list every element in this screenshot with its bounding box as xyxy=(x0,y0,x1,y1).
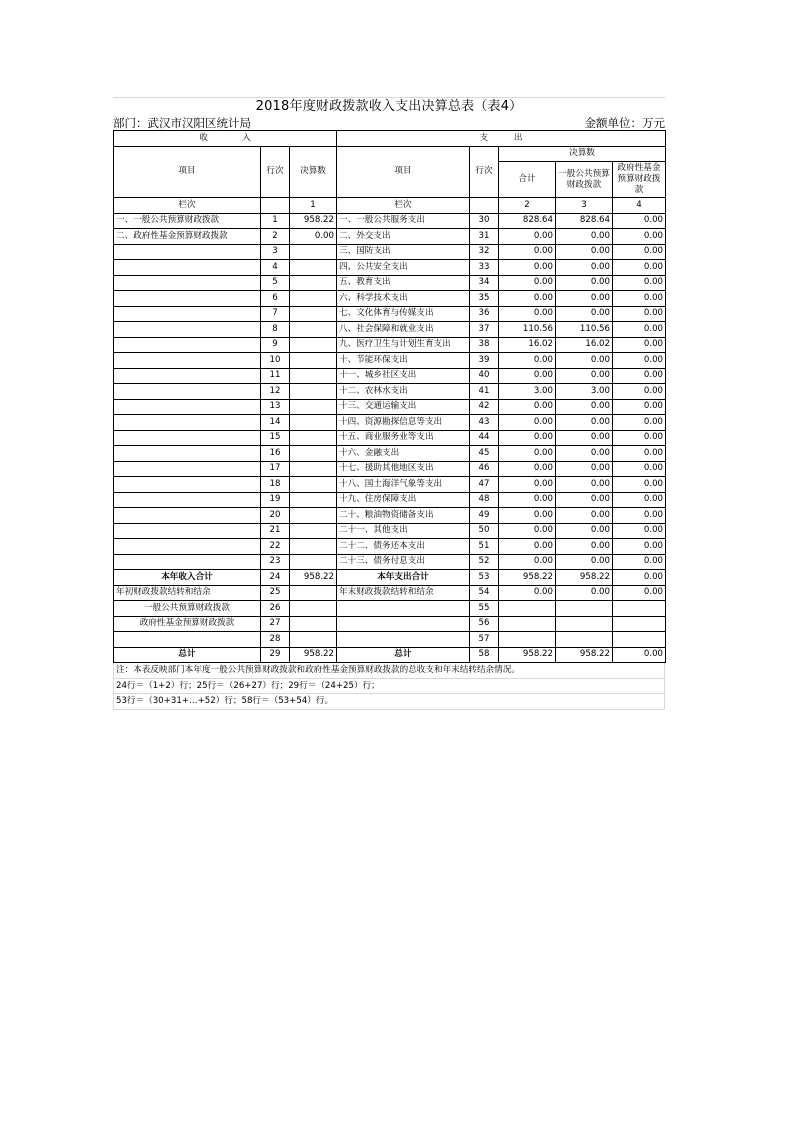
expense-total-cell xyxy=(499,616,556,632)
expense-item-cell: 十、节能环保支出 xyxy=(337,353,470,369)
expense-summary-item-cell xyxy=(337,632,470,648)
expense-rowno-cell: 44 xyxy=(470,430,499,446)
income-item-cell xyxy=(114,508,261,524)
income-item-cell xyxy=(114,430,261,446)
expense-total-cell: 0.00 xyxy=(499,291,556,307)
expense-fund-cell: 0.00 xyxy=(613,523,666,539)
expense-fund-cell: 0.00 xyxy=(613,492,666,508)
expense-general-cell xyxy=(556,601,613,617)
expense-item-cell: 十六、金融支出 xyxy=(337,446,470,462)
expense-fund-cell: 0.00 xyxy=(613,213,666,229)
income-amount-cell xyxy=(290,461,337,477)
income-amount-cell xyxy=(290,384,337,400)
expense-fund-cell: 0.00 xyxy=(613,508,666,524)
income-rowno-cell: 28 xyxy=(261,632,290,648)
income-item-cell xyxy=(114,539,261,555)
expense-rowno-cell: 54 xyxy=(470,585,499,601)
expense-summary-item-cell: 年末财政拨款结转和结余 xyxy=(337,585,470,601)
note-line: 53行＝（30+31+…+52）行；58行＝（53+54）行。 xyxy=(114,694,664,710)
expense-total-cell: 828.64 xyxy=(499,213,556,229)
income-item-cell xyxy=(114,399,261,415)
expense-rowno-cell: 39 xyxy=(470,353,499,369)
expense-total-cell: 0.00 xyxy=(499,492,556,508)
expense-rowno-cell: 46 xyxy=(470,461,499,477)
expense-summary-item-cell: 本年支出合计 xyxy=(337,570,470,586)
income-amount-cell xyxy=(290,446,337,462)
report-sheet xyxy=(113,97,665,710)
income-item-cell xyxy=(114,322,261,338)
expense-item-cell: 三、国防支出 xyxy=(337,244,470,260)
income-amount-cell: 958.22 xyxy=(290,213,337,229)
income-amount-cell xyxy=(290,601,337,617)
income-item-cell xyxy=(114,275,261,291)
summary-row xyxy=(114,570,666,586)
expense-item-cell: 二十三、债务付息支出 xyxy=(337,554,470,570)
expense-item-cell: 十八、国土海洋气象等支出 xyxy=(337,477,470,493)
expense-general-cell: 0.00 xyxy=(556,306,613,322)
expense-total-cell: 0.00 xyxy=(499,523,556,539)
expense-rowno-cell: 58 xyxy=(470,647,499,663)
expense-rowno-cell: 52 xyxy=(470,554,499,570)
department-label: 部门：武汉市汉阳区统计局 xyxy=(113,116,251,130)
expense-rowno-header: 行次 xyxy=(470,146,499,198)
finance-table xyxy=(113,130,666,663)
expense-total-cell: 0.00 xyxy=(499,399,556,415)
income-amount-cell xyxy=(290,353,337,369)
income-item-cell xyxy=(114,384,261,400)
income-rowno-cell: 8 xyxy=(261,322,290,338)
expense-general-cell: 0.00 xyxy=(556,275,613,291)
income-amount-cell xyxy=(290,523,337,539)
expense-item-cell: 十二、农林水支出 xyxy=(337,384,470,400)
expense-general-cell: 0.00 xyxy=(556,492,613,508)
income-amount-cell xyxy=(290,260,337,276)
expense-item-cell: 四、公共安全支出 xyxy=(337,260,470,276)
expense-rowno-cell: 45 xyxy=(470,446,499,462)
expense-item-cell: 十三、交通运输支出 xyxy=(337,399,470,415)
table-row xyxy=(114,384,666,400)
expense-rowno-cell: 31 xyxy=(470,229,499,245)
expense-item-cell: 十一、城乡社区支出 xyxy=(337,368,470,384)
expense-amount-header: 决算数 xyxy=(499,146,666,162)
expense-total-cell: 0.00 xyxy=(499,539,556,555)
income-rowno-cell: 16 xyxy=(261,446,290,462)
expense-general-cell: 958.22 xyxy=(556,570,613,586)
table-row xyxy=(114,275,666,291)
expense-general-cell: 0.00 xyxy=(556,446,613,462)
expense-total-cell: 0.00 xyxy=(499,461,556,477)
income-rowno-cell: 3 xyxy=(261,244,290,260)
colno-label-income: 栏次 xyxy=(114,198,261,214)
colno-blank-2 xyxy=(470,198,499,214)
expense-rowno-cell: 37 xyxy=(470,322,499,338)
expense-general-cell: 16.02 xyxy=(556,337,613,353)
expense-total-cell: 0.00 xyxy=(499,275,556,291)
expense-item-cell: 一、一般公共服务支出 xyxy=(337,213,470,229)
income-item-cell xyxy=(114,523,261,539)
expense-fund-cell: 0.00 xyxy=(613,306,666,322)
table-row xyxy=(114,415,666,431)
expense-fund-cell xyxy=(613,632,666,648)
expense-general-cell: 0.00 xyxy=(556,260,613,276)
expense-total-cell: 16.02 xyxy=(499,337,556,353)
expense-summary-item-cell: 总计 xyxy=(337,647,470,663)
income-rowno-cell: 27 xyxy=(261,616,290,632)
expense-item-cell: 八、社会保障和就业支出 xyxy=(337,322,470,338)
meta-row xyxy=(113,116,665,130)
income-summary-item-cell xyxy=(114,632,261,648)
summary-row xyxy=(114,616,666,632)
income-item-cell xyxy=(114,244,261,260)
expense-item-cell: 二十、粮油物资储备支出 xyxy=(337,508,470,524)
table-row xyxy=(114,213,666,229)
expense-fund-cell xyxy=(613,601,666,617)
notes xyxy=(113,663,665,710)
expense-total-cell: 0.00 xyxy=(499,508,556,524)
income-rowno-cell: 24 xyxy=(261,570,290,586)
table-row xyxy=(114,477,666,493)
income-amount-cell xyxy=(290,415,337,431)
income-rowno-cell: 19 xyxy=(261,492,290,508)
expense-general-cell xyxy=(556,632,613,648)
income-item-cell: 二、政府性基金预算财政拨款 xyxy=(114,229,261,245)
table-row xyxy=(114,554,666,570)
expense-fund-cell xyxy=(613,616,666,632)
expense-general-cell: 0.00 xyxy=(556,508,613,524)
table-row xyxy=(114,508,666,524)
expense-fund-cell: 0.00 xyxy=(613,260,666,276)
income-amount-header: 决算数 xyxy=(290,146,337,198)
expense-general-cell: 110.56 xyxy=(556,322,613,338)
income-amount-cell xyxy=(290,492,337,508)
expense-fund-cell: 0.00 xyxy=(613,337,666,353)
income-amount-cell: 0.00 xyxy=(290,229,337,245)
expense-fund-cell: 0.00 xyxy=(613,229,666,245)
expense-total-cell: 0.00 xyxy=(499,477,556,493)
income-item-cell xyxy=(114,477,261,493)
expense-rowno-cell: 40 xyxy=(470,368,499,384)
table-row xyxy=(114,430,666,446)
expense-item-cell: 十九、住房保障支出 xyxy=(337,492,470,508)
expense-fund-cell: 0.00 xyxy=(613,430,666,446)
income-amount-cell xyxy=(290,632,337,648)
expense-general-cell: 0.00 xyxy=(556,244,613,260)
expense-fund-cell: 0.00 xyxy=(613,353,666,369)
expense-total-cell: 3.00 xyxy=(499,384,556,400)
expense-item-cell: 九、医疗卫生与计划生育支出 xyxy=(337,337,470,353)
expense-rowno-cell: 42 xyxy=(470,399,499,415)
income-amount-cell xyxy=(290,322,337,338)
expense-fund-cell: 0.00 xyxy=(613,368,666,384)
income-rowno-cell: 4 xyxy=(261,260,290,276)
expense-total-cell: 0.00 xyxy=(499,244,556,260)
income-amount-cell xyxy=(290,368,337,384)
expense-fund-cell: 0.00 xyxy=(613,461,666,477)
income-rowno-cell: 20 xyxy=(261,508,290,524)
unit-label: 金额单位：万元 xyxy=(584,116,665,130)
table-row xyxy=(114,461,666,477)
colno-blank xyxy=(261,198,290,214)
expense-item-cell: 二十一、其他支出 xyxy=(337,523,470,539)
expense-rowno-cell: 50 xyxy=(470,523,499,539)
expense-rowno-cell: 38 xyxy=(470,337,499,353)
table-row xyxy=(114,368,666,384)
income-rowno-cell: 25 xyxy=(261,585,290,601)
expense-summary-item-cell xyxy=(337,601,470,617)
income-item-cell xyxy=(114,461,261,477)
income-rowno-cell: 5 xyxy=(261,275,290,291)
expense-general-cell xyxy=(556,616,613,632)
expense-rowno-cell: 36 xyxy=(470,306,499,322)
expense-rowno-cell: 49 xyxy=(470,508,499,524)
expense-summary-item-cell xyxy=(337,616,470,632)
income-rowno-cell: 13 xyxy=(261,399,290,415)
expense-total-cell: 0.00 xyxy=(499,554,556,570)
expense-fund-cell: 0.00 xyxy=(613,570,666,586)
income-item-cell xyxy=(114,353,261,369)
income-amount-cell xyxy=(290,291,337,307)
income-rowno-cell: 6 xyxy=(261,291,290,307)
expense-fund-cell: 0.00 xyxy=(613,446,666,462)
income-amount-cell xyxy=(290,539,337,555)
expense-general-cell: 0.00 xyxy=(556,353,613,369)
expense-rowno-cell: 53 xyxy=(470,570,499,586)
expense-item-cell: 十五、商业服务业等支出 xyxy=(337,430,470,446)
income-item-header: 项目 xyxy=(114,146,261,198)
expense-general-cell: 0.00 xyxy=(556,291,613,307)
expense-general-cell: 0.00 xyxy=(556,585,613,601)
income-rowno-cell: 1 xyxy=(261,213,290,229)
income-amount-cell xyxy=(290,477,337,493)
table-row xyxy=(114,260,666,276)
expense-general-cell: 0.00 xyxy=(556,477,613,493)
expense-total-cell: 0.00 xyxy=(499,353,556,369)
expense-header: 支 出 xyxy=(337,131,666,147)
expense-total-cell xyxy=(499,601,556,617)
income-rowno-cell: 12 xyxy=(261,384,290,400)
income-amount-cell: 958.22 xyxy=(290,570,337,586)
expense-general-cell: 0.00 xyxy=(556,430,613,446)
income-amount-cell: 958.22 xyxy=(290,647,337,663)
expense-fund-cell: 0.00 xyxy=(613,244,666,260)
expense-fund-cell: 0.00 xyxy=(613,554,666,570)
income-item-cell xyxy=(114,368,261,384)
expense-rowno-cell: 47 xyxy=(470,477,499,493)
table-row xyxy=(114,399,666,415)
summary-row xyxy=(114,647,666,663)
table-row xyxy=(114,291,666,307)
income-amount-cell xyxy=(290,399,337,415)
income-summary-item-cell: 年初财政拨款结转和结余 xyxy=(114,585,261,601)
expense-fund-cell: 0.00 xyxy=(613,322,666,338)
note-line: 注：本表反映部门本年度一般公共预算财政拨款和政府性基金预算财政拨款的总收支和年末结转结余情况。 xyxy=(114,663,664,679)
expense-rowno-cell: 41 xyxy=(470,384,499,400)
expense-general-cell: 3.00 xyxy=(556,384,613,400)
income-rowno-cell: 14 xyxy=(261,415,290,431)
table-row xyxy=(114,306,666,322)
table-row xyxy=(114,229,666,245)
expense-item-cell: 十七、援助其他地区支出 xyxy=(337,461,470,477)
income-item-cell xyxy=(114,337,261,353)
table-row xyxy=(114,523,666,539)
general-budget-header: 一般公共预算财政拨款 xyxy=(556,162,613,198)
expense-rowno-cell: 55 xyxy=(470,601,499,617)
income-header: 收 入 xyxy=(114,131,337,147)
gov-fund-header: 政府性基金预算财政拨款 xyxy=(613,162,666,198)
expense-rowno-cell: 35 xyxy=(470,291,499,307)
income-item-cell xyxy=(114,291,261,307)
colno-4: 4 xyxy=(613,198,666,214)
expense-item-cell: 十四、资源勘探信息等支出 xyxy=(337,415,470,431)
table-row xyxy=(114,244,666,260)
expense-total-cell: 110.56 xyxy=(499,322,556,338)
income-amount-cell xyxy=(290,508,337,524)
expense-rowno-cell: 32 xyxy=(470,244,499,260)
income-amount-cell xyxy=(290,616,337,632)
expense-item-cell: 六、科学技术支出 xyxy=(337,291,470,307)
expense-rowno-cell: 56 xyxy=(470,616,499,632)
summary-row xyxy=(114,601,666,617)
expense-total-cell: 958.22 xyxy=(499,570,556,586)
table-row xyxy=(114,337,666,353)
income-rowno-cell: 18 xyxy=(261,477,290,493)
colno-2: 2 xyxy=(499,198,556,214)
expense-general-cell: 828.64 xyxy=(556,213,613,229)
expense-rowno-cell: 33 xyxy=(470,260,499,276)
income-rowno-cell: 7 xyxy=(261,306,290,322)
expense-fund-cell: 0.00 xyxy=(613,647,666,663)
income-amount-cell xyxy=(290,306,337,322)
expense-total-cell: 0.00 xyxy=(499,415,556,431)
income-amount-cell xyxy=(290,430,337,446)
total-header: 合计 xyxy=(499,162,556,198)
income-rowno-cell: 11 xyxy=(261,368,290,384)
income-item-cell xyxy=(114,306,261,322)
income-summary-item-cell: 一般公共预算财政拨款 xyxy=(114,601,261,617)
table-row xyxy=(114,353,666,369)
expense-general-cell: 0.00 xyxy=(556,415,613,431)
expense-total-cell: 0.00 xyxy=(499,306,556,322)
income-amount-cell xyxy=(290,275,337,291)
income-rowno-cell: 10 xyxy=(261,353,290,369)
colno-3: 3 xyxy=(556,198,613,214)
income-rowno-cell: 15 xyxy=(261,430,290,446)
expense-total-cell: 0.00 xyxy=(499,368,556,384)
expense-item-cell: 七、文化体育与传媒支出 xyxy=(337,306,470,322)
expense-rowno-cell: 43 xyxy=(470,415,499,431)
income-rowno-cell: 17 xyxy=(261,461,290,477)
income-amount-cell xyxy=(290,337,337,353)
expense-fund-cell: 0.00 xyxy=(613,399,666,415)
table-row xyxy=(114,322,666,338)
colno-label-expense: 栏次 xyxy=(337,198,470,214)
expense-rowno-cell: 30 xyxy=(470,213,499,229)
expense-general-cell: 0.00 xyxy=(556,523,613,539)
income-item-cell xyxy=(114,492,261,508)
expense-item-cell: 五、教育支出 xyxy=(337,275,470,291)
colno-1: 1 xyxy=(290,198,337,214)
expense-fund-cell: 0.00 xyxy=(613,275,666,291)
income-rowno-cell: 26 xyxy=(261,601,290,617)
expense-rowno-cell: 57 xyxy=(470,632,499,648)
income-rowno-cell: 29 xyxy=(261,647,290,663)
income-item-cell xyxy=(114,446,261,462)
expense-fund-cell: 0.00 xyxy=(613,415,666,431)
expense-total-cell: 0.00 xyxy=(499,260,556,276)
expense-general-cell: 0.00 xyxy=(556,229,613,245)
income-item-cell xyxy=(114,260,261,276)
expense-total-cell: 0.00 xyxy=(499,585,556,601)
expense-general-cell: 0.00 xyxy=(556,368,613,384)
expense-item-header: 项目 xyxy=(337,146,470,198)
income-rowno-cell: 22 xyxy=(261,539,290,555)
expense-fund-cell: 0.00 xyxy=(613,477,666,493)
expense-fund-cell: 0.00 xyxy=(613,539,666,555)
income-rowno-cell: 21 xyxy=(261,523,290,539)
income-rowno-cell: 9 xyxy=(261,337,290,353)
income-amount-cell xyxy=(290,585,337,601)
expense-total-cell: 0.00 xyxy=(499,229,556,245)
expense-rowno-cell: 51 xyxy=(470,539,499,555)
income-item-cell xyxy=(114,554,261,570)
expense-general-cell: 0.00 xyxy=(556,461,613,477)
expense-fund-cell: 0.00 xyxy=(613,384,666,400)
expense-item-cell: 二十二、债务还本支出 xyxy=(337,539,470,555)
income-rowno-cell: 23 xyxy=(261,554,290,570)
income-amount-cell xyxy=(290,554,337,570)
table-row xyxy=(114,492,666,508)
expense-fund-cell: 0.00 xyxy=(613,291,666,307)
income-summary-item-cell: 政府性基金预算财政拨款 xyxy=(114,616,261,632)
expense-general-cell: 0.00 xyxy=(556,539,613,555)
income-summary-item-cell: 本年收入合计 xyxy=(114,570,261,586)
summary-row xyxy=(114,585,666,601)
expense-general-cell: 0.00 xyxy=(556,554,613,570)
expense-total-cell: 0.00 xyxy=(499,446,556,462)
expense-rowno-cell: 48 xyxy=(470,492,499,508)
expense-fund-cell: 0.00 xyxy=(613,585,666,601)
expense-total-cell: 958.22 xyxy=(499,647,556,663)
income-rowno-header: 行次 xyxy=(261,146,290,198)
expense-rowno-cell: 34 xyxy=(470,275,499,291)
income-rowno-cell: 2 xyxy=(261,229,290,245)
income-amount-cell xyxy=(290,244,337,260)
title-row xyxy=(113,97,665,116)
expense-general-cell: 0.00 xyxy=(556,399,613,415)
income-item-cell: 一、一般公共预算财政拨款 xyxy=(114,213,261,229)
expense-total-cell: 0.00 xyxy=(499,430,556,446)
summary-row xyxy=(114,632,666,648)
expense-item-cell: 二、外交支出 xyxy=(337,229,470,245)
note-line: 24行＝（1+2）行；25行＝（26+27）行；29行＝（24+25）行； xyxy=(114,679,664,695)
table-row xyxy=(114,446,666,462)
report-title: 2018年度财政拨款收入支出决算总表（表4） xyxy=(255,99,523,114)
table-row xyxy=(114,539,666,555)
expense-total-cell xyxy=(499,632,556,648)
expense-general-cell: 958.22 xyxy=(556,647,613,663)
income-item-cell xyxy=(114,415,261,431)
income-summary-item-cell: 总计 xyxy=(114,647,261,663)
